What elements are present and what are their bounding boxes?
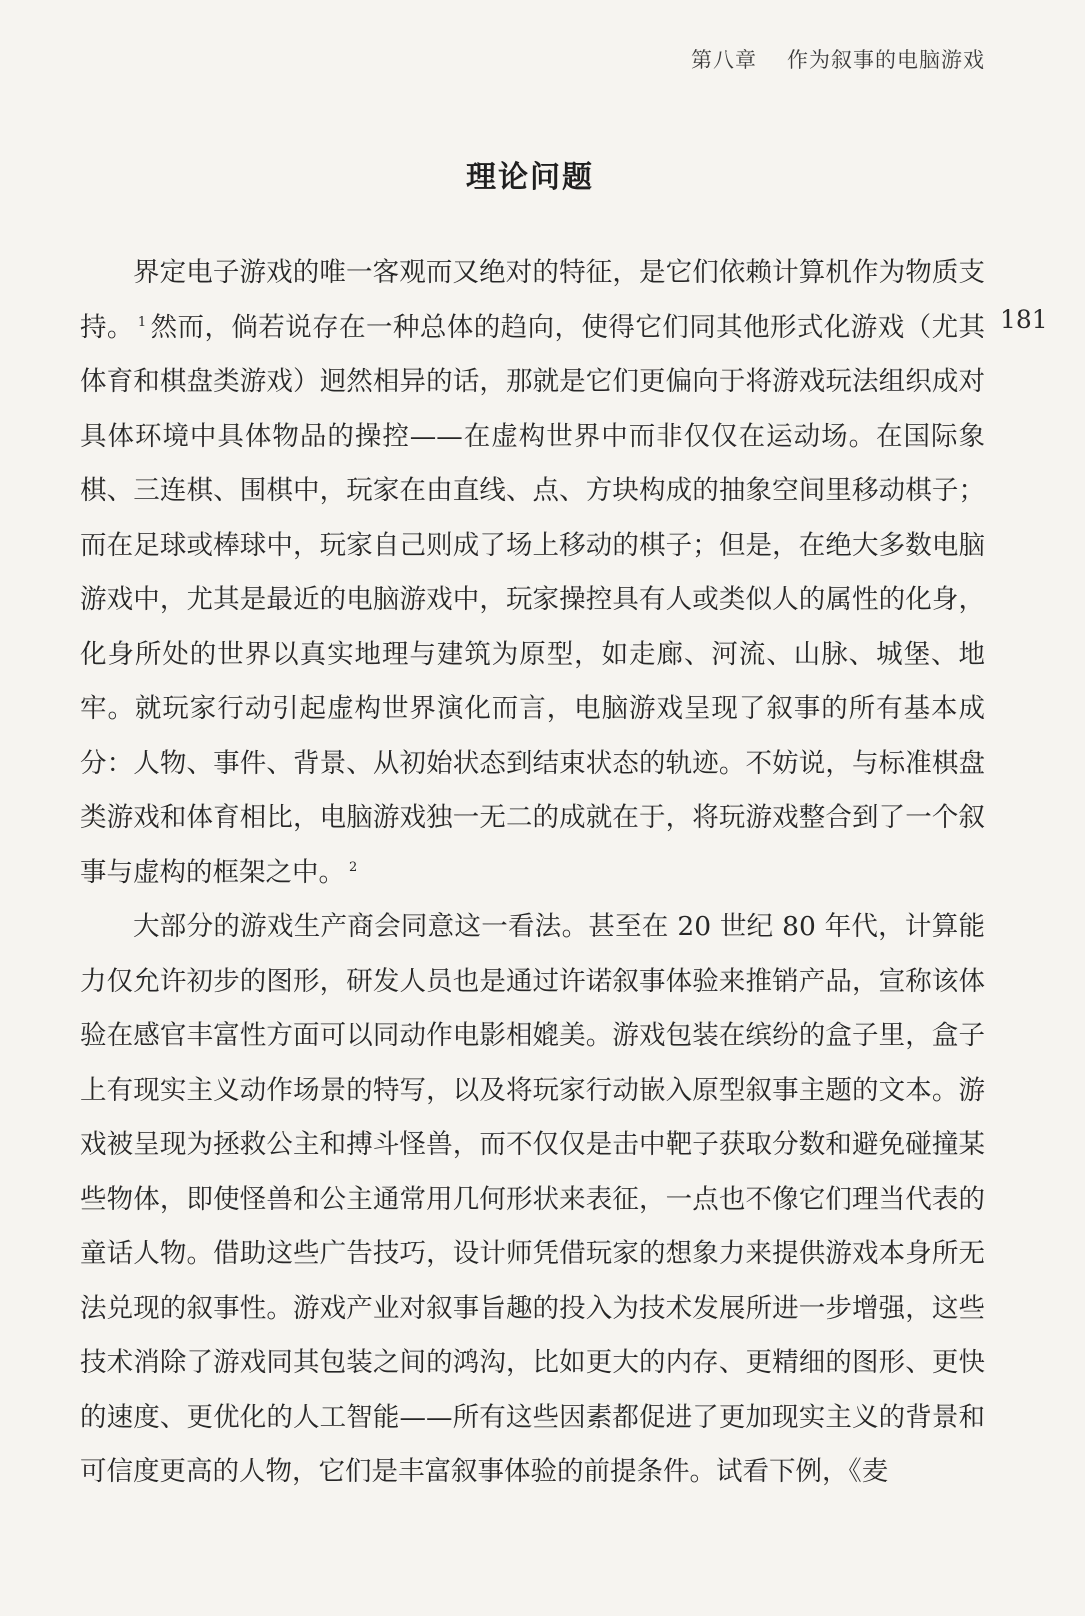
running-header — [691, 44, 985, 74]
paragraph-1-part-a: 界定电子游戏的唯一客观而又绝对的特征，是它们依赖计算机作为物质支持。 — [80, 257, 985, 343]
paragraph-1 — [80, 246, 985, 900]
chapter-title: 作为叙事的电脑游戏 — [787, 48, 985, 72]
section-title: 理论问题 — [466, 160, 594, 195]
chapter-label: 第八章 — [691, 48, 757, 72]
paragraph-2: 大部分的游戏生产商会同意这一看法。甚至在 20 世纪 80 年代，计算能力仅允许初步的图形，研发人员也是通过许诺叙事体验来推销产品，宣称该体验在感官丰富性方面可以同动作电影相媲美。游戏包装在缤纷的盒子里，盒子上有现实主义动作场景的特写，以及将玩家行动嵌入原型叙事主题的文本。游戏被呈现为拯救公主和搏斗怪兽，而不仅仅是击中靶子获取分数和避免碰撞某些物体，即使怪兽和公主通常用几何形状来表征，一点也不像它们理当代表的童话人物。借助这些广告技巧，设计师凭借玩家的想象力来提供游戏本身所无法兑现的叙事性。游戏产业对叙事旨趣的投入为技术发展所进一步增强，这些技术消除了游戏同其包装之间的鸿沟，比如更大的内存、更精细的图形、更快的速度、更优化的人工智能——所有这些因素都促进了更加现实主义的背景和可信度更高的人物，它们是丰富叙事体验的前提条件。试看下例，《麦 — [80, 911, 985, 1487]
body-text — [80, 246, 985, 1500]
page-number: 181 — [1000, 305, 1048, 334]
paragraph-1-part-b: 然而，倘若说存在一种总体的趋向，使得它们同其他形式化游戏（尤其体育和棋盘类游戏）迥然相异的话，那就是它们更偏向于将游戏玩法组织成对具体环境中具体物品的操控——在虚构世界中而非仅仅在运动场。在国际象棋、三连棋、围棋中，玩家在由直线、点、方块构成的抽象空间里移动棋子；而在足球或棒球中，玩家自己则成了场上移动的棋子；但是，在绝大多数电脑游戏中，尤其是最近的电脑游戏中，玩家操控具有人或类似人的属性的化身，化身所处的世界以真实地理与建筑为原型，如走廊、河流、山脉、城堡、地牢。就玩家行动引起虚构世界演化而言，电脑游戏呈现了叙事的所有基本成分：人物、事件、背景、从初始状态到结束状态的轨迹。不妨说，与标准棋盘类游戏和体育相比，电脑游戏独一无二的成就在于，将玩游戏整合到了一个叙事与虚构的框架之中。 — [80, 311, 986, 888]
footnote-ref-2: 2 — [349, 859, 358, 875]
footnote-ref-1: 1 — [137, 314, 147, 330]
